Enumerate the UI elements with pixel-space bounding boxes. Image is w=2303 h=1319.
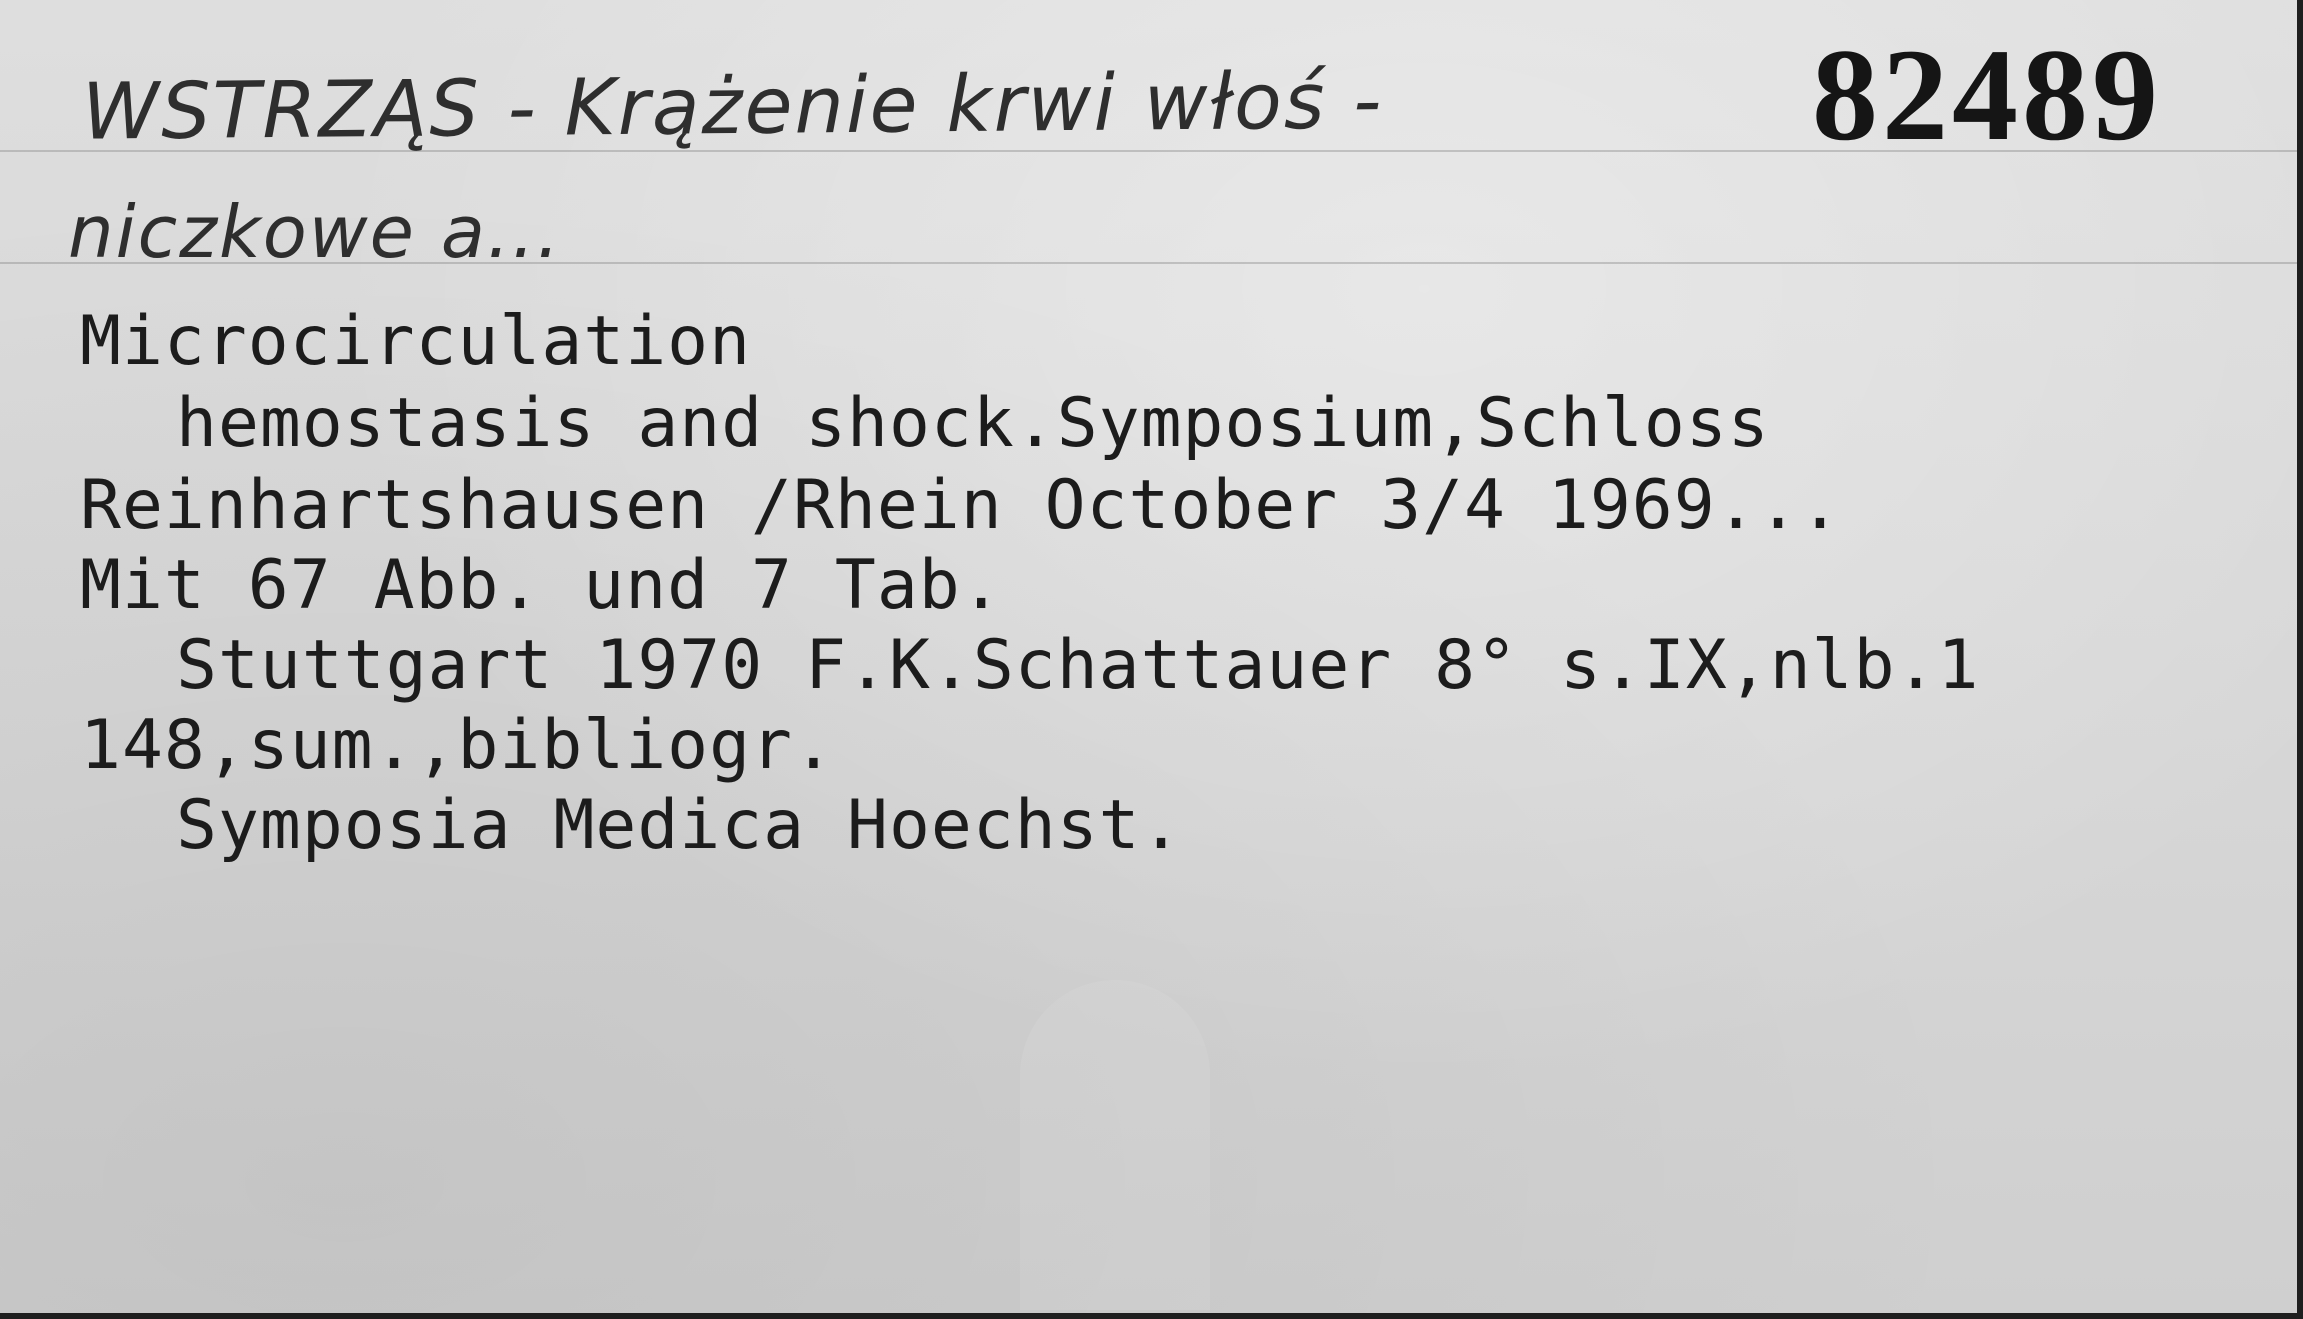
typed-line: hemostasis and shock.Symposium,Schloss	[176, 384, 1770, 463]
accession-number: 82489	[1812, 21, 2162, 168]
handwritten-subject-line-2: niczkowe a...	[68, 190, 562, 274]
typed-title: Microcirculation	[80, 302, 752, 381]
typed-line: Mit 67 Abb. und 7 Tab.	[80, 546, 1003, 625]
card-punch-hole	[1020, 980, 1210, 1310]
handwritten-subject-line-1: WSTRZĄS - Krążenie krwi włoś -	[81, 56, 1384, 158]
typed-line: Reinhartshausen /Rhein October 3/4 1969...	[80, 466, 1842, 545]
typed-series: Symposia Medica Hoechst.	[176, 786, 1183, 865]
typed-line: 148,sum.,bibliogr.	[80, 706, 835, 785]
typed-imprint: Stuttgart 1970 F.K.Schattauer 8° s.IX,nlb.1	[176, 626, 1980, 705]
